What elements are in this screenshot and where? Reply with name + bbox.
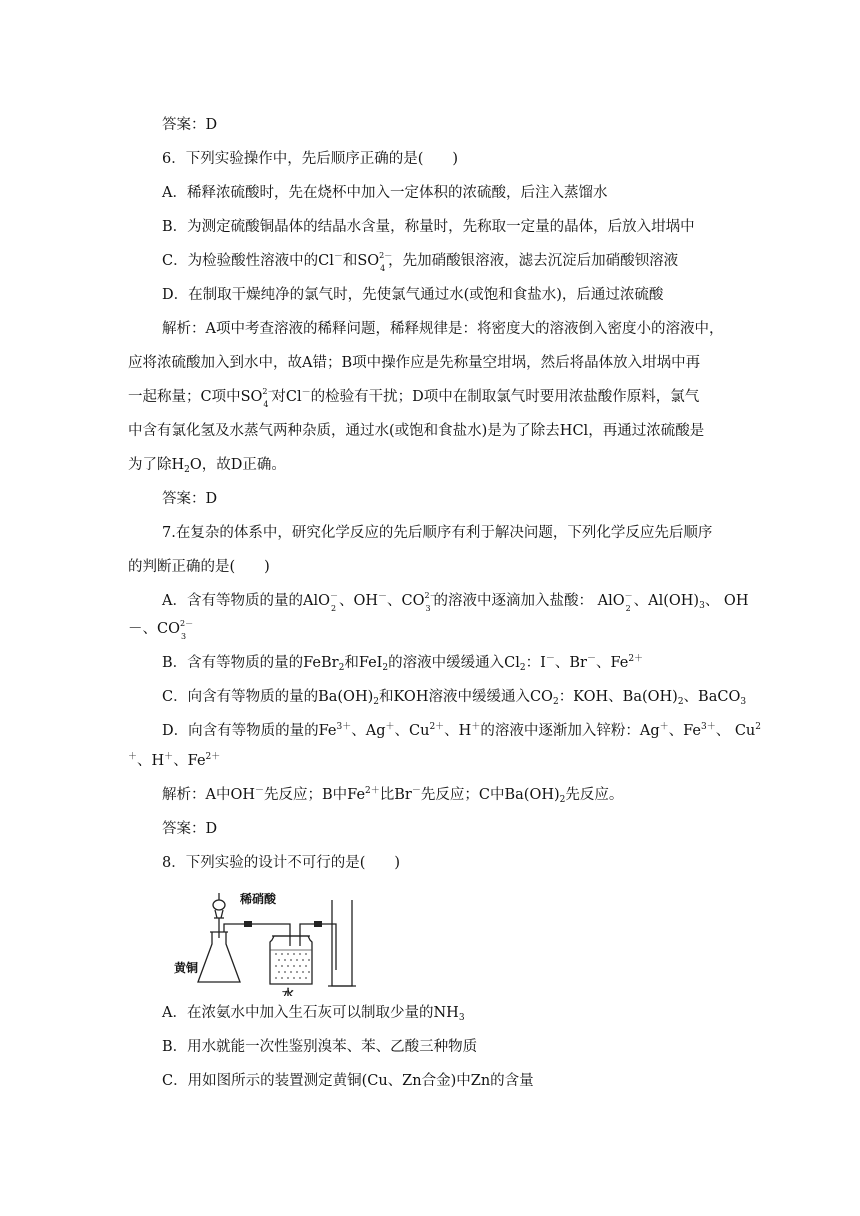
question-7-option-d-cont: ＋、H＋、$Fe^{2+}$ bbox=[128, 752, 221, 769]
funnel-neck-right bbox=[221, 910, 223, 918]
question-6-option-c: C．为检验酸性溶液中的Cl－和SO 2－ 4 ，先加硝酸银溶液，滤去沉淀后加硝酸钡溶液 bbox=[162, 251, 679, 273]
delivery-tube-1 bbox=[224, 924, 290, 946]
apparatus-diagram bbox=[168, 888, 368, 996]
funnel-bulb bbox=[213, 900, 225, 910]
question-6-option-b: B．为测定硫酸铜晶体的结晶水含量，称量时，先称取一定量的晶体，后放入坩埚中 bbox=[162, 219, 695, 235]
label-water: 水 bbox=[282, 987, 295, 996]
tube-joint-2 bbox=[314, 921, 322, 927]
question-7-stem-1: 7.在复杂的体系中，研究化学反应的先后顺序有利于解决问题，下列化学反应先后顺序 bbox=[162, 525, 713, 541]
question-8-option-a: A．在浓氨水中加入生石灰可以制取少量的$NH_3$ bbox=[162, 1005, 465, 1023]
question-8-stem: 8．下列实验的设计不可行的是( ) bbox=[162, 855, 401, 871]
graduated-cylinder bbox=[332, 900, 352, 986]
question-6-analysis-4: 中含有氯化氢及水蒸气两种杂质，通过水(或饱和食盐水)是为了除去HCl，再通过浓硫酸是 bbox=[128, 423, 705, 439]
question-7-option-c: C．向含有等物质的量的$Ba(OH)_2$和KOH溶液中缓缓通入$CO_2$：KOH、$Ba(OH)_2$、BaCO$_3$ bbox=[162, 689, 747, 707]
tube-joint-1 bbox=[244, 921, 252, 927]
apparatus-figure bbox=[168, 888, 368, 996]
answer-q7: 答案：D bbox=[162, 821, 218, 837]
funnel-neck-left bbox=[215, 910, 217, 918]
question-6-analysis-5: 为了除$H_2O$，故D正确。 bbox=[128, 457, 286, 475]
question-6-analysis-1: 解析：A项中考查溶液的稀释问题，稀释规律是：将密度大的溶液倒入密度小的溶液中， bbox=[162, 321, 724, 337]
question-6-option-d: D．在制取干燥纯净的氯气时，先使氯气通过水(或饱和食盐水)，后通过浓硫酸 bbox=[162, 287, 664, 303]
delivery-tube-2 bbox=[300, 924, 336, 970]
question-8-option-c: C．用如图所示的装置测定黄铜(Cu、Zn合金)中Zn的含量 bbox=[162, 1073, 534, 1089]
question-7-stem-2: 的判断正确的是( ) bbox=[128, 559, 270, 575]
question-7-option-d: D．向含有等物质的量的$Fe^{3+}$、Ag＋、$Cu^{2+}$、H＋的溶液中逐渐加入锌粉：Ag＋、$Fe^{3+}$、 Cu$^2$ bbox=[162, 722, 761, 739]
question-6-analysis-2: 应将浓硫酸加入到水中，故A错；B项中操作应是先称量空坩埚，然后将晶体放入坩埚中再 bbox=[128, 355, 701, 371]
question-7-option-b: B．含有等物质的量的FeBr$_2$和FeI$_2$的溶液中缓缓通入$Cl_2$：I－、Br－、$Fe^{2+}$ bbox=[162, 654, 644, 673]
question-6-stem: 6．下列实验操作中，先后顺序正确的是( ) bbox=[162, 151, 459, 167]
label-brass: 黄铜 bbox=[174, 961, 199, 975]
question-7-analysis: 解析：A中OH－先反应；B中$Fe^{2+}$比Br－先反应；C中$Ba(OH)_2$先反应。 bbox=[162, 786, 624, 805]
answer-q5: 答案：D bbox=[162, 117, 218, 133]
question-8-option-b: B．用水就能一次性鉴别溴苯、苯、乙酸三种物质 bbox=[162, 1039, 478, 1055]
label-dilute-nitric-acid: 稀硝酸 bbox=[240, 892, 277, 906]
question-6-option-a: A．稀释浓硫酸时，先在烧杯中加入一定体积的浓硫酸，后注入蒸馏水 bbox=[162, 185, 608, 201]
question-7-option-a-cont: －、CO 2－ 3 bbox=[128, 619, 194, 641]
question-6-analysis-3: 一起称量；C项中SO 2－ 4 对Cl－的检验有干扰；D项中在制取氯气时要用浓盐酸作原料，氯气 bbox=[128, 387, 700, 409]
conical-flask bbox=[198, 932, 240, 982]
question-7-option-a: A．含有等物质的量的AlO － 2 、OH－、CO 2－ 3 的溶液中逐滴加入盐酸： AlO － 2 、$Al(OH)_3$、 OH bbox=[162, 591, 749, 613]
answer-q6: 答案：D bbox=[162, 491, 218, 507]
